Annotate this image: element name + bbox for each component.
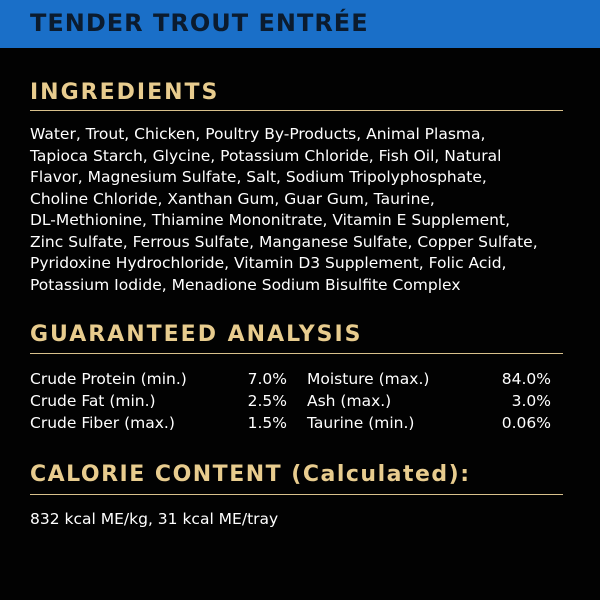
ingredients-line: Flavor, Magnesium Sulfate, Salt, Sodium Tripolyphosphate, bbox=[30, 168, 487, 186]
analysis-label: Crude Fiber (max.) bbox=[30, 414, 175, 432]
ingredients-list bbox=[30, 124, 570, 296]
analysis-value: 0.06% bbox=[501, 414, 551, 432]
analysis-label: Taurine (min.) bbox=[307, 414, 415, 432]
analysis-divider bbox=[30, 353, 563, 354]
analysis-row bbox=[0, 414, 600, 436]
analysis-value: 84.0% bbox=[501, 370, 551, 388]
ingredients-line: Pyridoxine Hydrochloride, Vitamin D3 Supplement, Folic Acid, bbox=[30, 254, 507, 272]
ingredients-heading: INGREDIENTS bbox=[30, 80, 220, 105]
ingredients-line: Tapioca Starch, Glycine, Potassium Chloride, Fish Oil, Natural bbox=[30, 146, 502, 165]
product-title: TENDER TROUT ENTRÉE bbox=[30, 9, 369, 37]
ingredients-line: Water, Trout, Chicken, Poultry By-Products, Animal Plasma, bbox=[30, 125, 486, 143]
analysis-label: Crude Protein (min.) bbox=[30, 370, 187, 388]
analysis-row bbox=[0, 370, 600, 392]
analysis-value: 3.0% bbox=[511, 392, 551, 410]
analysis-row bbox=[0, 392, 600, 414]
ingredients-divider bbox=[30, 110, 563, 111]
analysis-value: 2.5% bbox=[247, 392, 287, 410]
analysis-value: 1.5% bbox=[247, 414, 287, 432]
header-bar bbox=[0, 0, 600, 48]
ingredients-line: Potassium Iodide, Menadione Sodium Bisulfite Complex bbox=[30, 275, 461, 294]
analysis-label: Ash (max.) bbox=[307, 392, 392, 410]
calorie-heading: CALORIE CONTENT (Calculated): bbox=[30, 462, 471, 487]
calorie-divider bbox=[30, 494, 563, 495]
analysis-label: Crude Fat (min.) bbox=[30, 392, 156, 410]
analysis-heading: GUARANTEED ANALYSIS bbox=[30, 322, 363, 347]
ingredients-line: DL-Methionine, Thiamine Mononitrate, Vitamin E Supplement, bbox=[30, 211, 511, 229]
ingredients-line: Zinc Sulfate, Ferrous Sulfate, Manganese Sulfate, Copper Sulfate, bbox=[30, 232, 538, 251]
ingredients-line: Choline Chloride, Xanthan Gum, Guar Gum, Taurine, bbox=[30, 189, 435, 208]
calorie-value: 832 kcal ME/kg, 31 kcal ME/tray bbox=[30, 510, 279, 528]
analysis-value: 7.0% bbox=[247, 370, 287, 388]
analysis-label: Moisture (max.) bbox=[307, 370, 430, 388]
